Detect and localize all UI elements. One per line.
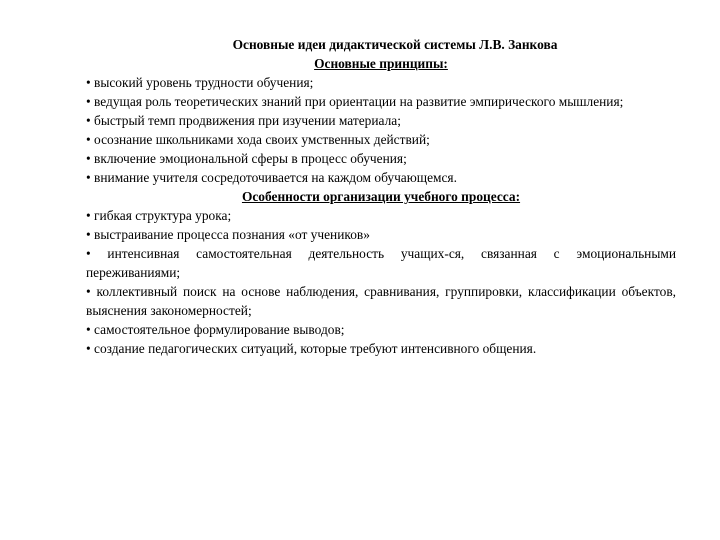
list-item: • создание педагогических ситуаций, которые требуют интенсивного общения. bbox=[86, 341, 537, 356]
principles-list bbox=[86, 73, 676, 187]
list-item: • интенсивная самостоятельная деятельность учащих-ся, связанная с эмоциональными переживаниями; bbox=[86, 246, 676, 280]
list-item: • высокий уровень трудности обучения; bbox=[86, 75, 314, 90]
list-item: • выстраивание процесса познания «от учеников» bbox=[86, 227, 370, 242]
document-title: Основные идеи дидактической системы Л.В. Занкова bbox=[232, 37, 558, 52]
document bbox=[86, 35, 676, 358]
list-item: • гибкая структура урока; bbox=[86, 208, 232, 223]
list-item: • коллективный поиск на основе наблюдения, сравнивания, группировки, классификации объектов, выяснения закономерностей; bbox=[86, 284, 676, 318]
section-heading-principles: Основные принципы: bbox=[314, 56, 448, 71]
list-item: • осознание школьниками хода своих умственных действий; bbox=[86, 132, 430, 147]
list-item: • внимание учителя сосредоточивается на каждом обучающемся. bbox=[86, 170, 457, 185]
list-item: • ведущая роль теоретических знаний при ориентации на развитие эмпирического мышления; bbox=[86, 94, 624, 109]
list-item: • включение эмоциональной сферы в процесс обучения; bbox=[86, 151, 407, 166]
section-heading-organization: Особенности организации учебного процесса: bbox=[241, 189, 521, 204]
organization-list bbox=[86, 206, 676, 358]
list-item: • быстрый темп продвижения при изучении материала; bbox=[86, 113, 401, 128]
list-item: • самостоятельное формулирование выводов; bbox=[86, 322, 345, 337]
